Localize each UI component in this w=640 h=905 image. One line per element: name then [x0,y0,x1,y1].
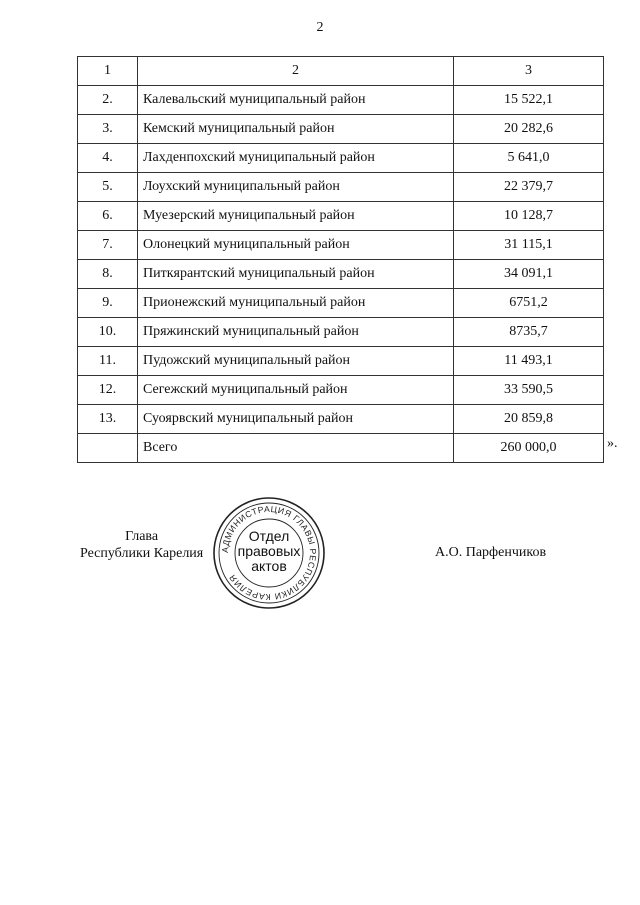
budget-value: 20 859,8 [454,405,604,434]
row-number: 3. [78,115,138,144]
budget-value: 6751,2 [454,289,604,318]
row-number: 11. [78,347,138,376]
total-label: Всего [138,434,454,463]
table-header-row [78,57,604,86]
budget-value: 10 128,7 [454,202,604,231]
budget-table [77,56,604,463]
table-row [78,289,604,318]
stamp-ring-text: АДМИНИСТРАЦИЯ ГЛАВЫ РЕСПУБЛИКИ КАРЕЛИЯ [219,503,319,603]
table-row [78,202,604,231]
budget-value: 15 522,1 [454,86,604,115]
row-number: 10. [78,318,138,347]
signature-title-line1: Глава [125,529,159,544]
district-name: Калевальский муниципальный район [138,86,454,115]
budget-value: 33 590,5 [454,376,604,405]
district-name: Пудожский муниципальный район [138,347,454,376]
table-row [78,86,604,115]
table-row [78,260,604,289]
district-name: Пряжинский муниципальный район [138,318,454,347]
row-number: 2. [78,86,138,115]
district-name: Лахденпохский муниципальный район [138,144,454,173]
table-row [78,144,604,173]
budget-value: 34 091,1 [454,260,604,289]
budget-value: 8735,7 [454,318,604,347]
column-header-value: 3 [454,57,604,86]
row-number: 13. [78,405,138,434]
column-header-number: 1 [78,57,138,86]
table-row [78,318,604,347]
stamp-center-line2: правовых [237,543,301,559]
page-number: 2 [316,20,324,35]
total-value: 260 000,0 [454,434,604,463]
budget-value: 5 641,0 [454,144,604,173]
budget-value: 31 115,1 [454,231,604,260]
stamp-center-line3: актов [251,558,287,574]
budget-value: 20 282,6 [454,115,604,144]
budget-value: 11 493,1 [454,347,604,376]
budget-value: 22 379,7 [454,173,604,202]
table-row [78,115,604,144]
table-row [78,173,604,202]
signature-title-line2: Республики Карелия [80,546,204,561]
table-row [78,405,604,434]
column-header-name: 2 [138,57,454,86]
closing-quote: ». [607,436,618,451]
row-number: 7. [78,231,138,260]
district-name: Муезерский муниципальный район [138,202,454,231]
district-name: Лоухский муниципальный район [138,173,454,202]
row-number: 9. [78,289,138,318]
official-stamp [212,496,326,610]
stamp-center-text [212,529,326,574]
signature-title [80,528,203,562]
district-name: Олонецкий муниципальный район [138,231,454,260]
district-name: Питкярантский муниципальный район [138,260,454,289]
district-name: Суоярвский муниципальный район [138,405,454,434]
signatory-name: А.О. Парфенчиков [435,545,547,560]
total-row [78,434,604,463]
table-row [78,347,604,376]
table-row [78,376,604,405]
row-number: 6. [78,202,138,231]
row-number: 5. [78,173,138,202]
row-number: 4. [78,144,138,173]
district-name: Сегежский муниципальный район [138,376,454,405]
total-number-cell [78,434,138,463]
stamp-center-line1: Отдел [248,528,290,544]
district-name: Кемский муниципальный район [138,115,454,144]
table-row [78,231,604,260]
row-number: 8. [78,260,138,289]
row-number: 12. [78,376,138,405]
district-name: Прионежский муниципальный район [138,289,454,318]
